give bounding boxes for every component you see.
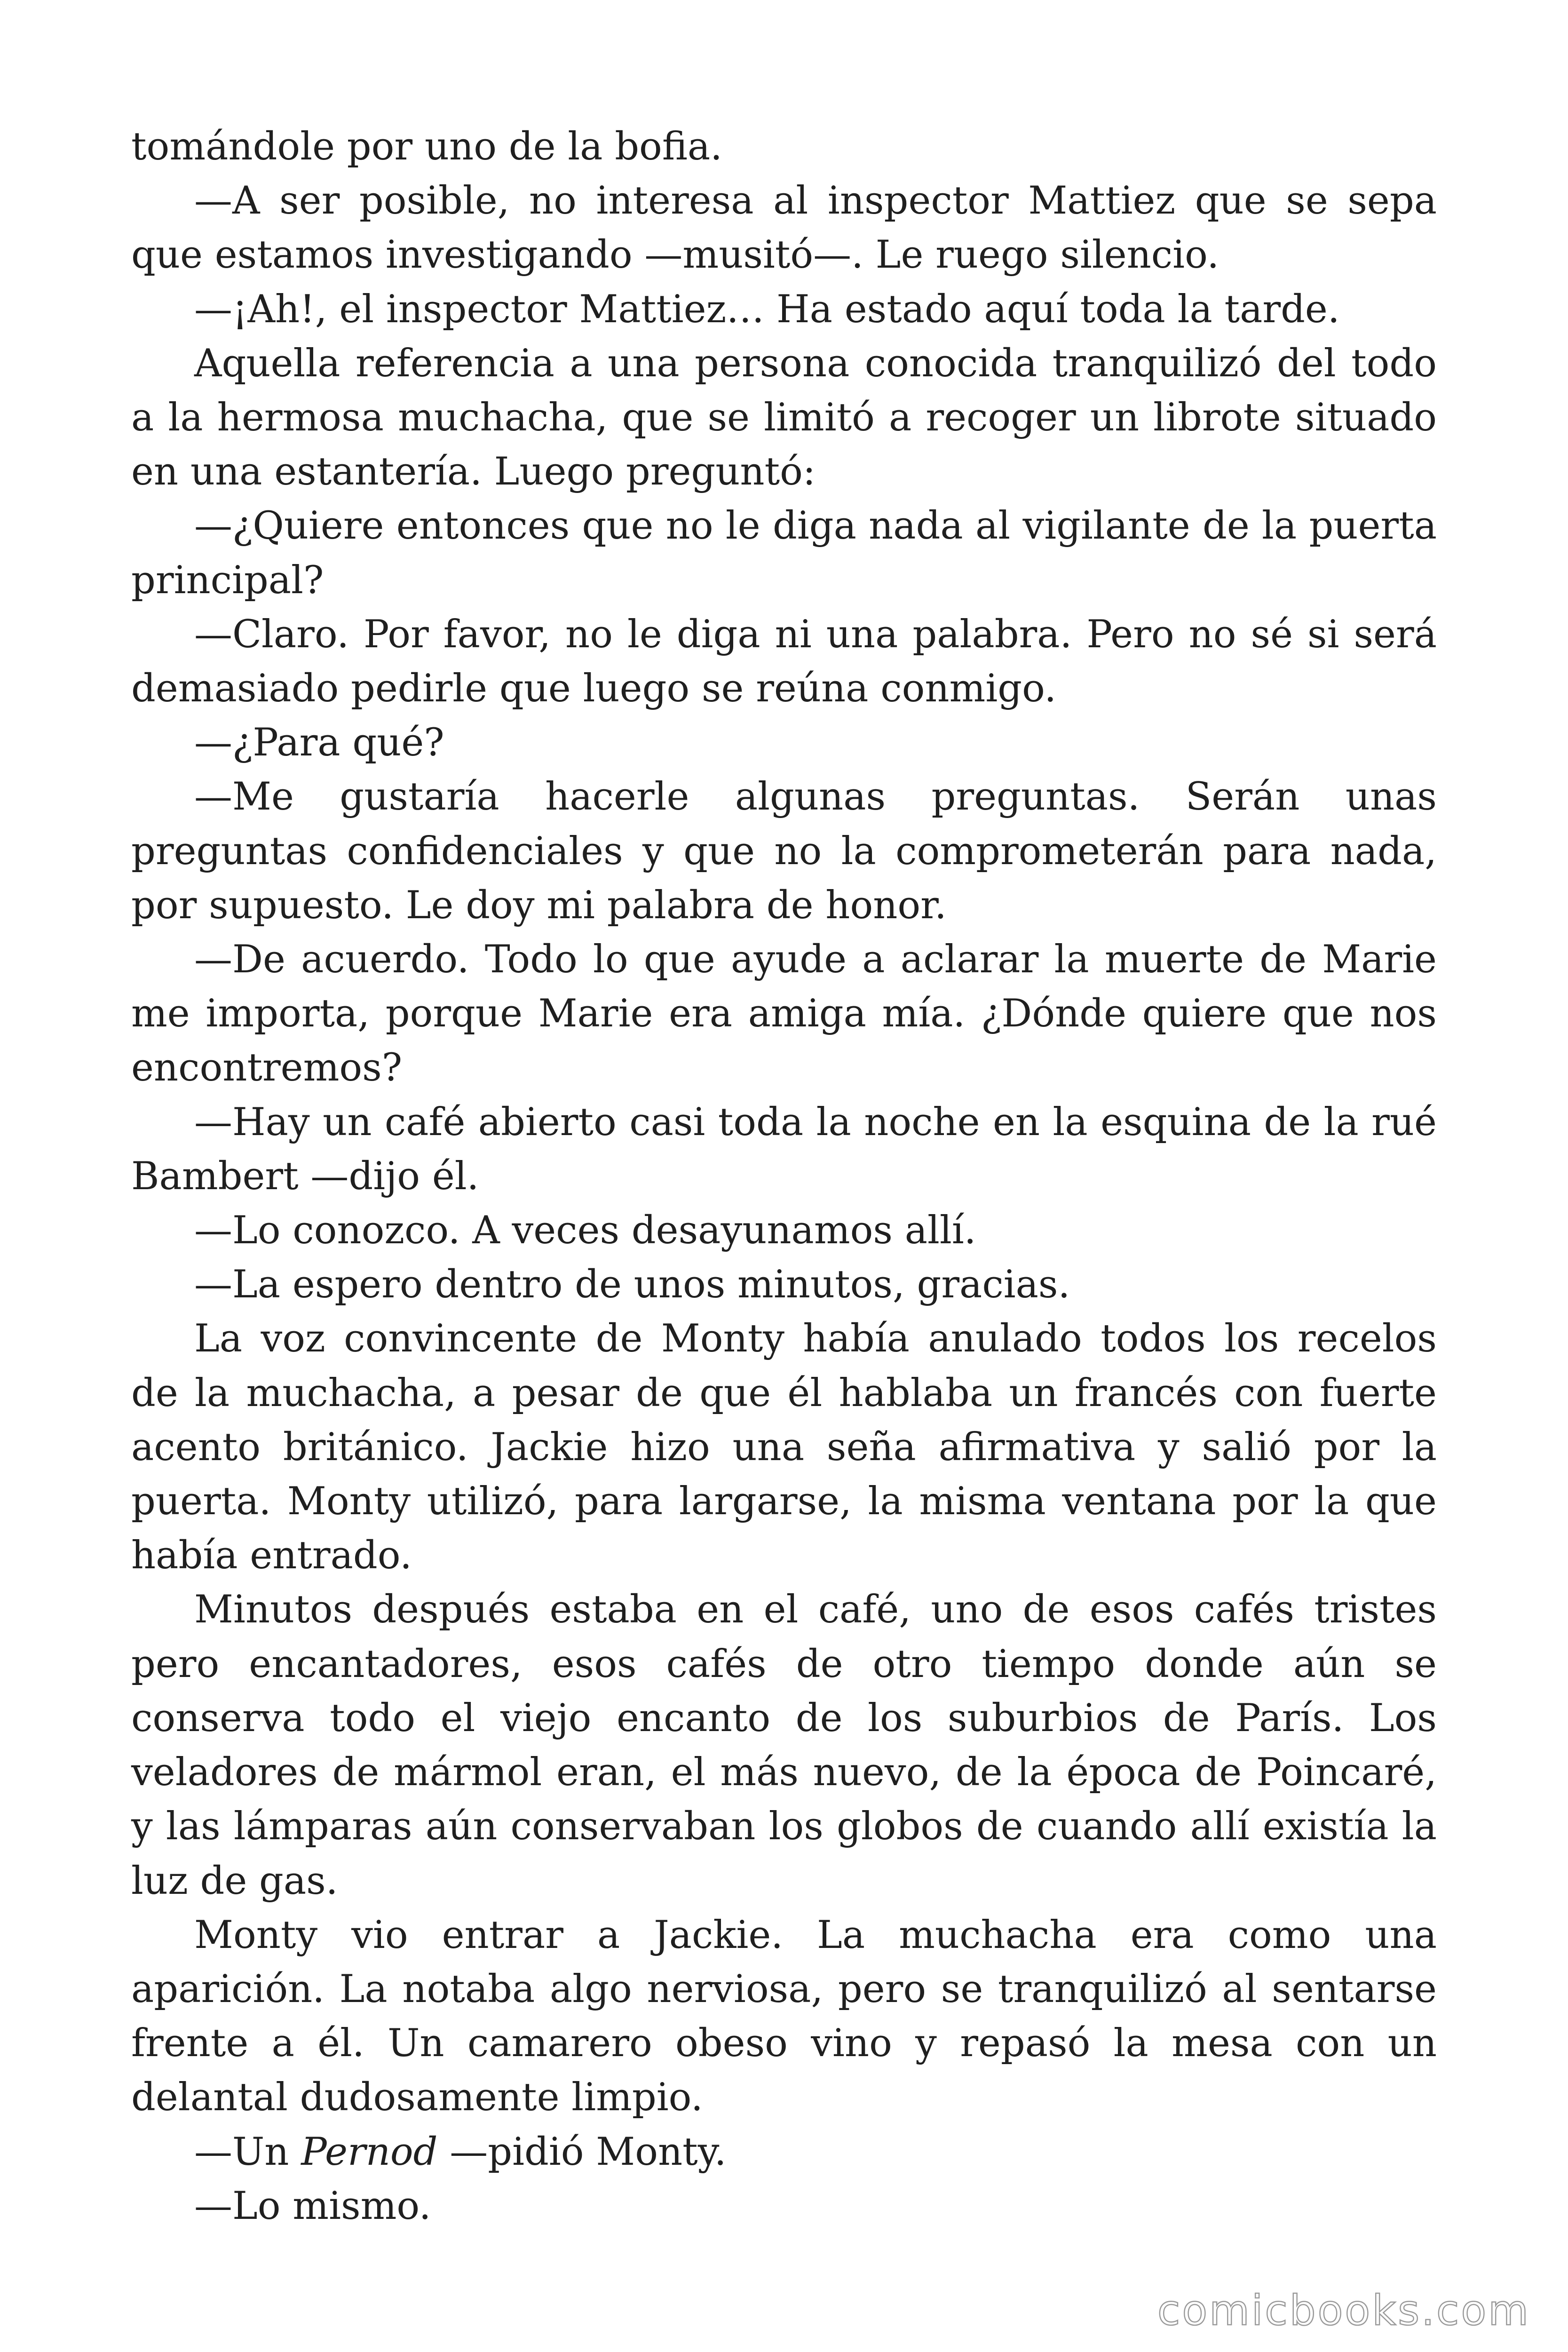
body-text: [131, 120, 1437, 2233]
paragraph-10: —Hay un café abierto casi toda la noche en la esquina de la rué Bambert —dijo él.: [131, 1100, 1437, 1199]
watermark-logo: comicbooks.com: [1157, 2286, 1530, 2335]
paragraph-4: Aquella referencia a una persona conocida tranquilizó del todo a la hermosa muchacha, que se limitó a recoger un librote situado en una estantería. Luego preguntó:: [131, 341, 1437, 494]
paragraph-7: —¿Para qué?: [194, 721, 444, 765]
order-suffix: —pidió Monty.: [437, 2130, 727, 2174]
paragraph-12: —La espero dentro de unos minutos, gracias.: [194, 1263, 1070, 1307]
paragraph-1: tomándole por uno de la bofia.: [131, 125, 722, 169]
paragraph-2: —A ser posible, no interesa al inspector Mattiez que se sepa que estamos investigando —musitó—. Le ruego silencio.: [131, 179, 1437, 278]
paragraph-11: —Lo conozco. A veces desayunamos allí.: [194, 1208, 976, 1253]
order-prefix: —Un: [194, 2130, 301, 2174]
paragraph-6: —Claro. Por favor, no le diga ni una palabra. Pero no sé si será demasiado pedirle que luego se reúna conmigo.: [131, 612, 1437, 711]
paragraph-13: La voz convincente de Monty había anulado todos los recelos de la muchacha, a pesar de que él hablaba un francés con fuerte acento británico. Jackie hizo una seña afirmativa y salió por la puerta. Monty utilizó, para largarse, la misma ventana por la que había entrado.: [131, 1317, 1437, 1578]
paragraph-8: —Me gustaría hacerle algunas preguntas. Serán unas preguntas confidenciales y que no la comprometerán para nada, por supuesto. Le doy mi palabra de honor.: [131, 775, 1437, 928]
paragraph-16: [131, 2125, 1437, 2179]
paragraph-5: —¿Quiere entonces que no le diga nada al vigilante de la puerta principal?: [131, 504, 1437, 603]
paragraph-9: —De acuerdo. Todo lo que ayude a aclarar la muerte de Marie me importa, porque Marie era amiga mía. ¿Dónde quiere que nos encontremos?: [131, 938, 1437, 1090]
paragraph-3: —¡Ah!, el inspector Mattiez… Ha estado aquí toda la tarde.: [194, 287, 1340, 332]
paragraph-14: Minutos después estaba en el café, uno de esos cafés tristes pero encantadores, esos cafés de otro tiempo donde aún se conserva todo el viejo encanto de los suburbios de París. Los veladores de mármol eran, el más nuevo, de la época de Poincaré, y las lámparas aún conservaban los globos de cuando allí existía la luz de gas.: [131, 1588, 1437, 1903]
paragraph-15: Monty vio entrar a Jackie. La muchacha era como una aparición. La notaba algo nerviosa, pero se tranquilizó al sentarse frente a él. Un camarero obeso vino y repasó la mesa con un delantal dudosamente limpio.: [131, 1913, 1437, 2120]
paragraph-17: —Lo mismo.: [194, 2184, 431, 2228]
order-drink: Pernod: [301, 2130, 438, 2174]
